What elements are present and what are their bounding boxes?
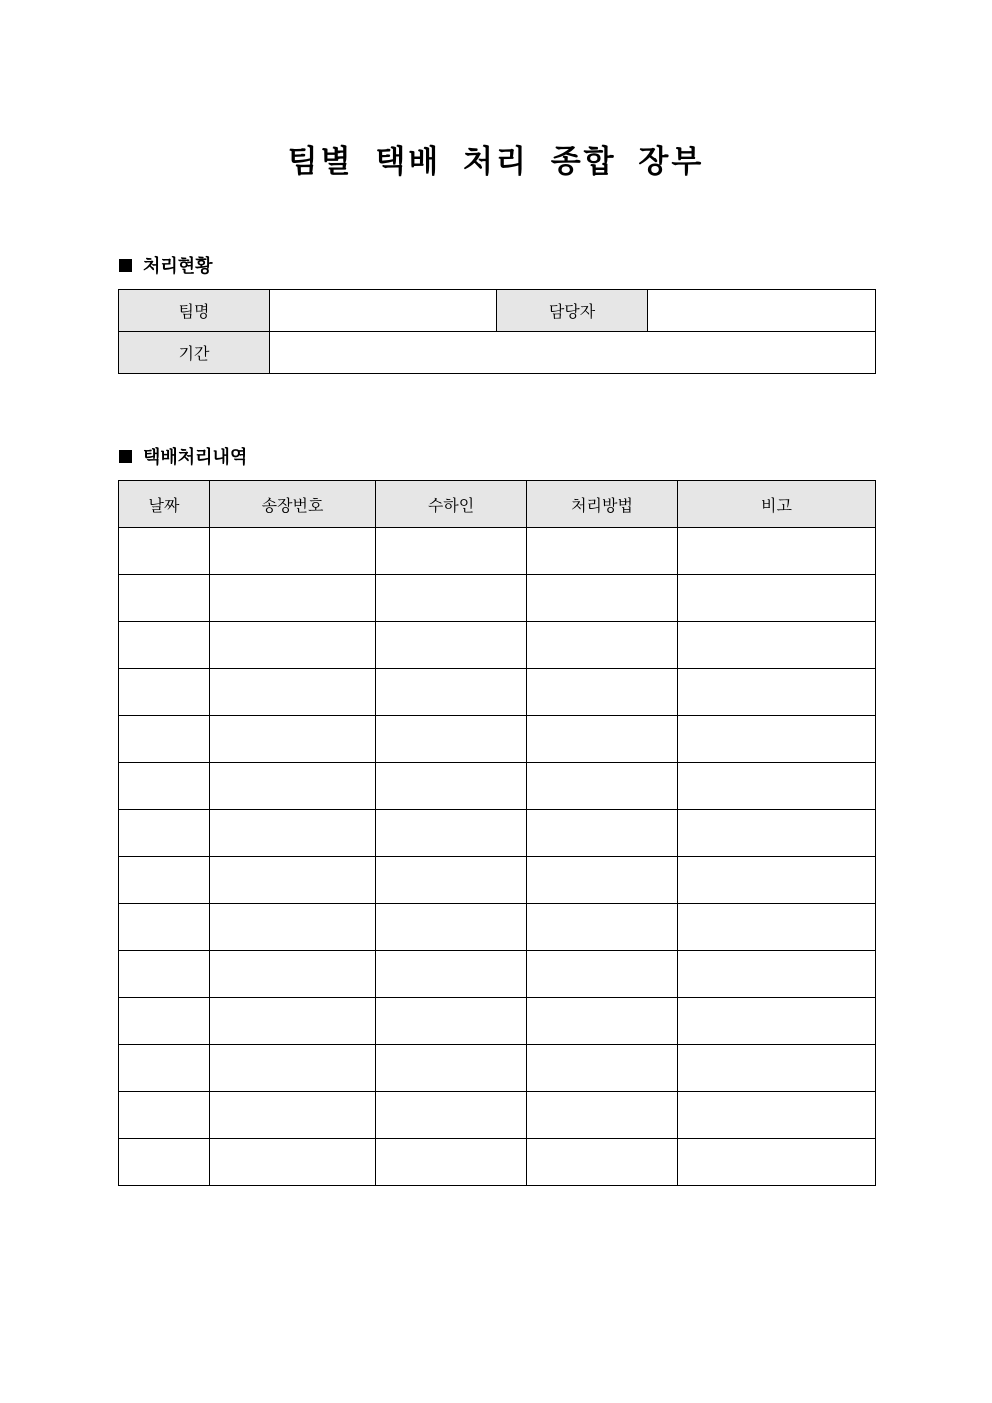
recipient-cell[interactable]	[376, 857, 527, 904]
table-row	[119, 1139, 876, 1186]
records-table	[118, 480, 876, 1186]
date-cell[interactable]	[119, 904, 210, 951]
remarks-cell[interactable]	[678, 1092, 876, 1139]
table-row	[119, 904, 876, 951]
table-row	[119, 1092, 876, 1139]
date-cell[interactable]	[119, 1092, 210, 1139]
recipient-cell[interactable]	[376, 998, 527, 1045]
remarks-cell[interactable]	[678, 810, 876, 857]
handling-method-cell[interactable]	[527, 716, 678, 763]
table-row	[119, 622, 876, 669]
recipient-cell[interactable]	[376, 1139, 527, 1186]
date-cell[interactable]	[119, 1139, 210, 1186]
remarks-cell[interactable]	[678, 857, 876, 904]
manager-label: 담당자	[497, 290, 648, 332]
handling-method-cell[interactable]	[527, 904, 678, 951]
recipient-cell[interactable]	[376, 622, 527, 669]
invoice-number-cell[interactable]	[210, 528, 376, 575]
remarks-cell[interactable]	[678, 622, 876, 669]
column-header-invoice-number: 송장번호	[210, 481, 376, 528]
square-bullet-icon	[119, 450, 132, 463]
remarks-cell[interactable]	[678, 669, 876, 716]
handling-method-cell[interactable]	[527, 857, 678, 904]
date-cell[interactable]	[119, 998, 210, 1045]
remarks-cell[interactable]	[678, 904, 876, 951]
remarks-cell[interactable]	[678, 1139, 876, 1186]
table-row	[119, 669, 876, 716]
table-row	[119, 575, 876, 622]
status-section-heading-text: 처리현황	[143, 256, 213, 277]
invoice-number-cell[interactable]	[210, 1092, 376, 1139]
column-header-recipient: 수하인	[376, 481, 527, 528]
status-row-period	[119, 332, 876, 374]
table-row	[119, 763, 876, 810]
date-cell[interactable]	[119, 1045, 210, 1092]
recipient-cell[interactable]	[376, 904, 527, 951]
table-row	[119, 528, 876, 575]
remarks-cell[interactable]	[678, 1045, 876, 1092]
invoice-number-cell[interactable]	[210, 716, 376, 763]
period-field[interactable]	[270, 332, 876, 374]
invoice-number-cell[interactable]	[210, 1045, 376, 1092]
recipient-cell[interactable]	[376, 951, 527, 998]
handling-method-cell[interactable]	[527, 622, 678, 669]
table-row	[119, 951, 876, 998]
invoice-number-cell[interactable]	[210, 763, 376, 810]
invoice-number-cell[interactable]	[210, 1139, 376, 1186]
date-cell[interactable]	[119, 951, 210, 998]
remarks-cell[interactable]	[678, 998, 876, 1045]
invoice-number-cell[interactable]	[210, 998, 376, 1045]
status-row-team	[119, 290, 876, 332]
recipient-cell[interactable]	[376, 716, 527, 763]
team-field[interactable]	[270, 290, 497, 332]
recipient-cell[interactable]	[376, 1092, 527, 1139]
recipient-cell[interactable]	[376, 763, 527, 810]
table-row	[119, 1045, 876, 1092]
date-cell[interactable]	[119, 669, 210, 716]
column-header-remarks: 비고	[678, 481, 876, 528]
handling-method-cell[interactable]	[527, 951, 678, 998]
invoice-number-cell[interactable]	[210, 951, 376, 998]
handling-method-cell[interactable]	[527, 810, 678, 857]
invoice-number-cell[interactable]	[210, 669, 376, 716]
date-cell[interactable]	[119, 857, 210, 904]
recipient-cell[interactable]	[376, 669, 527, 716]
square-bullet-icon	[119, 259, 132, 272]
recipient-cell[interactable]	[376, 810, 527, 857]
handling-method-cell[interactable]	[527, 1139, 678, 1186]
recipient-cell[interactable]	[376, 1045, 527, 1092]
handling-method-cell[interactable]	[527, 1092, 678, 1139]
date-cell[interactable]	[119, 763, 210, 810]
remarks-cell[interactable]	[678, 951, 876, 998]
recipient-cell[interactable]	[376, 528, 527, 575]
date-cell[interactable]	[119, 622, 210, 669]
table-row	[119, 998, 876, 1045]
date-cell[interactable]	[119, 716, 210, 763]
manager-field[interactable]	[648, 290, 876, 332]
column-header-handling-method: 처리방법	[527, 481, 678, 528]
table-row	[119, 716, 876, 763]
date-cell[interactable]	[119, 810, 210, 857]
handling-method-cell[interactable]	[527, 575, 678, 622]
handling-method-cell[interactable]	[527, 998, 678, 1045]
team-label: 팀명	[119, 290, 270, 332]
page-title: 팀별 택배 처리 종합 장부	[287, 144, 705, 180]
remarks-cell[interactable]	[678, 716, 876, 763]
status-section-heading	[119, 252, 213, 278]
remarks-cell[interactable]	[678, 528, 876, 575]
handling-method-cell[interactable]	[527, 669, 678, 716]
records-section-heading	[119, 443, 247, 469]
remarks-cell[interactable]	[678, 575, 876, 622]
handling-method-cell[interactable]	[527, 528, 678, 575]
invoice-number-cell[interactable]	[210, 810, 376, 857]
recipient-cell[interactable]	[376, 575, 527, 622]
table-row	[119, 857, 876, 904]
records-section-heading-text: 택배처리내역	[143, 447, 248, 468]
invoice-number-cell[interactable]	[210, 575, 376, 622]
date-cell[interactable]	[119, 575, 210, 622]
period-label: 기간	[119, 332, 270, 374]
table-row	[119, 810, 876, 857]
invoice-number-cell[interactable]	[210, 904, 376, 951]
records-header-row	[119, 481, 876, 528]
column-header-date: 날짜	[119, 481, 210, 528]
status-table	[118, 289, 876, 374]
handling-method-cell[interactable]	[527, 1045, 678, 1092]
invoice-number-cell[interactable]	[210, 857, 376, 904]
invoice-number-cell[interactable]	[210, 622, 376, 669]
date-cell[interactable]	[119, 528, 210, 575]
handling-method-cell[interactable]	[527, 763, 678, 810]
records-body	[119, 528, 876, 1186]
remarks-cell[interactable]	[678, 763, 876, 810]
